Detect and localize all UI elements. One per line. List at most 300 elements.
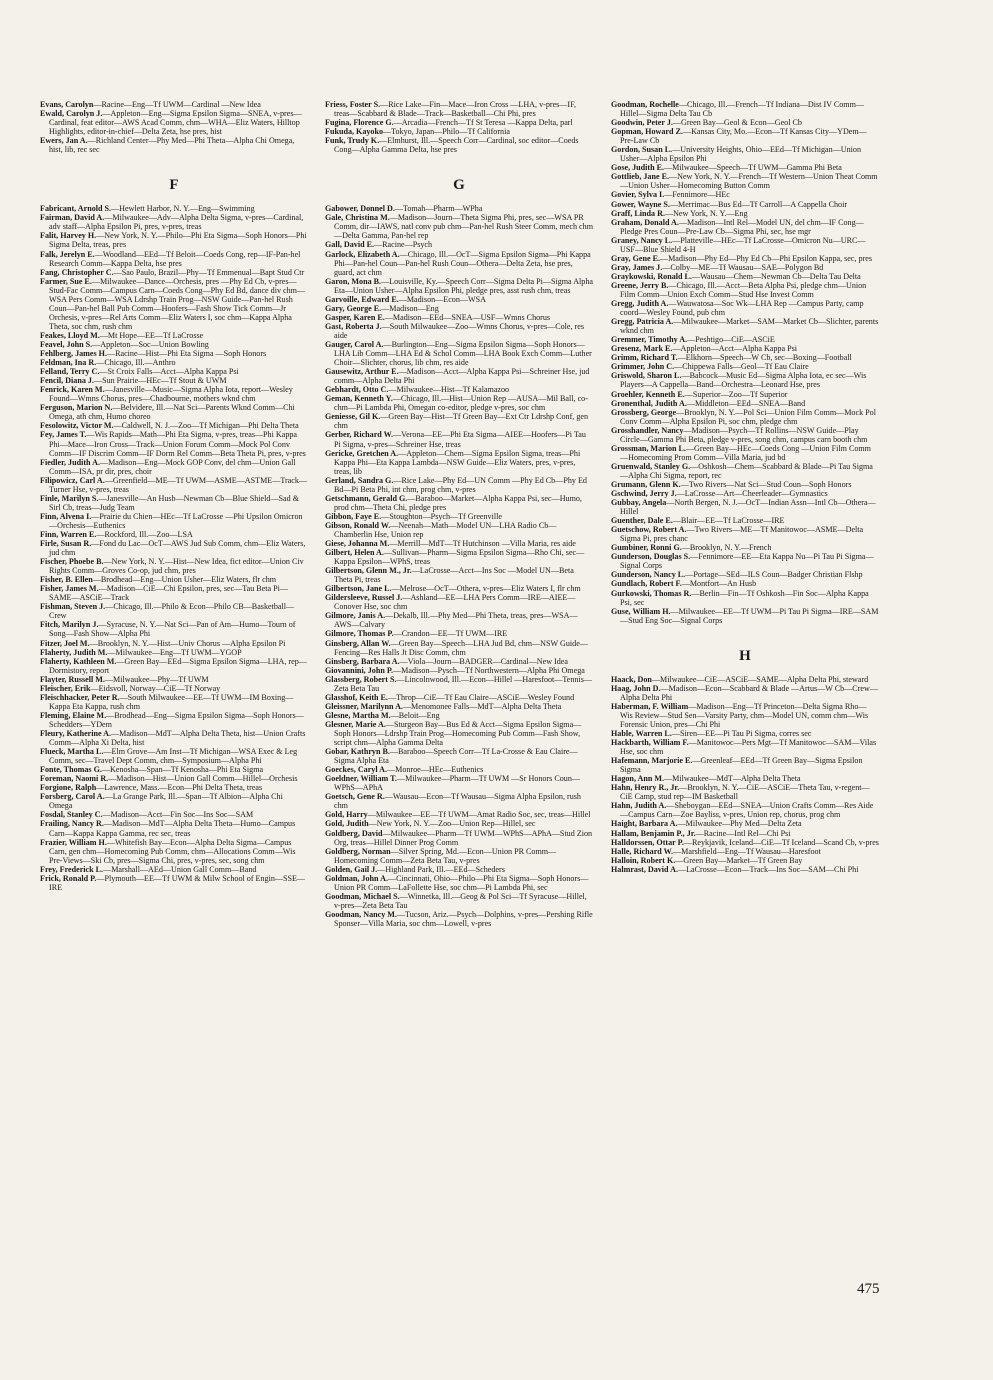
index-entry (325, 118, 593, 127)
index-entry (325, 639, 593, 657)
entry-details: —Baraboo—Speech Corr—Tf La-Crosse & Eau Claire—Sigma Alpha Eta (334, 747, 578, 766)
entry-details: —Appleton—Chem—Sigma Epsilon Sigma, treas—Phi Kappa Phi—Eta Kappa Lambda—NSW Guide—Eliz Waters, pres, v-pres, treas, lib (334, 448, 581, 476)
entry-name: Finn, Alvena I. (40, 511, 92, 521)
entry-name: Grimmer, John C. (611, 362, 675, 372)
entry-name: Gregg, Judith A. (611, 299, 669, 309)
entry-details: —Brooklyn, N. Y.—French (681, 543, 772, 553)
index-entry (325, 629, 593, 638)
entry-details: —Whitefish Bay—Econ—Alpha Delta Sigma—Campus Carn, gen chm—Homecoming Pub Comm, chm—Allocations Comm—Wis Pre-Views—Ski Cb, pres—Sigma Chi, pres, v-pres, sec, song chm (49, 837, 296, 865)
entry-details: —Woodland—EEd—Tf Beloit—Coeds Cong, rep—IF-Pan-hel Research Comm—Kappa Delta, hse pres (49, 249, 301, 268)
entry-details: —Chicago, Ill.—OcT—Sigma Epsilon Sigma—Phi Kappa Phi—Pan-hel Coun—Pan-hel Rush Coun—Othera—Delta Zeta, hse pres, guard, act chm (334, 249, 591, 277)
index-entry (611, 783, 879, 801)
entry-name: Falk, Jerelyn E. (40, 249, 95, 259)
index-entry (611, 172, 879, 190)
entry-name: Giovannini, John P. (325, 665, 394, 675)
entry-details: —Eidsvoll, Norway—CiE—Tf Norway (90, 683, 221, 693)
entry-name: Gunderson, Nancy L. (611, 570, 686, 580)
index-entry (325, 295, 593, 304)
index-entry (40, 865, 308, 874)
entry-name: Gausewitz, Arthur E. (325, 367, 399, 377)
entry-name: Fleury, Katherine A. (40, 729, 112, 738)
index-entry (611, 684, 879, 702)
entry-details: —Wausau—Econ—Tf Wausau—Sigma Alpha Epsilon, rush chm (334, 792, 581, 811)
index-entry (40, 340, 308, 349)
index-entry (40, 810, 308, 819)
index-entry (325, 449, 593, 476)
index-entry (325, 892, 593, 910)
entry-details: —Oshkosh—Chem—Scabbard & Blade—Pi Tau Sigma—Alpha Chi Sigma, report, rec (620, 461, 873, 480)
index-entry (611, 390, 879, 399)
index-entry (325, 702, 593, 711)
entry-name: Glassberg, Robert S. (325, 674, 397, 684)
entry-details: —Prairie du Chien—HEc—Tf LaCrosse —Phi Upsilon Omicron—Orchesis—Euthenics (49, 511, 303, 530)
entry-details: —Racine—Psych (374, 240, 433, 250)
index-entry (611, 498, 879, 516)
index-entry (325, 476, 593, 494)
entry-name: Gresenz, Mark E. (611, 344, 673, 354)
entry-name: Glasshof, Keith E. (325, 692, 388, 702)
entry-name: Hackbarth, William F. (611, 738, 689, 748)
entry-name: Evans, Carolyn (40, 100, 94, 109)
entry-name: Goeldner, William T. (325, 774, 397, 784)
entry-name: Gruenwald, Stanley G. (611, 461, 691, 471)
index-entry (325, 340, 593, 367)
entry-name: Getschmann, Gerald G. (325, 493, 408, 503)
index-entry (611, 829, 879, 838)
entry-details: —Milwaukee—EE—Tf UWM—Amat Radio Soc, sec, treas—Hillel (367, 810, 591, 820)
index-entry (325, 521, 593, 539)
entry-details: —Tucson, Ariz.—Psych—Dolphins, v-pres—Pershing Rifle Sponser—Villa Maria, soc chm—Lowell, v-pres (334, 909, 593, 928)
index-entry (40, 765, 308, 774)
entry-details: —Tomah—Pharm—WPha (394, 204, 483, 214)
entry-details: —Appleton—Soc—Union Bowling (92, 339, 209, 349)
entry-details: —Neenah—Math—Model UN—LHA Radio Cb—Chamberlin Hse, Union rep (334, 520, 557, 539)
entry-details: —Monroe—HEc—Euthenics (387, 765, 484, 775)
entry-details: —Louisville, Ky.—Speech Corr—Sigma Delta Pi—Sigma Alpha Eta—Union Usher—Alpha Epsilon Phi, pledge pres, asst rush chm, treas (334, 276, 593, 295)
index-entry (325, 584, 593, 593)
index-entry (40, 421, 308, 430)
index-entry (40, 774, 308, 783)
index-entry (611, 579, 879, 588)
index-entry (325, 747, 593, 765)
entry-details: —Milwaukee—Hist—Tf Kalamazoo (388, 385, 510, 395)
entry-details: —Racine—Eng—Tf UWM—Cardinal —New Idea (93, 100, 261, 109)
entry-name: Halloin, Robert K. (611, 855, 676, 865)
entry-name: Gibbon, Faye E. (325, 511, 382, 521)
entry-name: Flayter, Russell M. (40, 674, 105, 684)
entry-details: —Montfort—An Husb (681, 579, 757, 589)
entry-details: —Brodhead—Eng—Sigma Epsilon Sigma—Soph Honors—Schedders—YDem (49, 710, 304, 729)
entry-name: Gildersleeve, Russel J. (325, 593, 403, 603)
entry-details: —Throp—CiE—Tf Eau Claire—ASCiE—Wesley Found (387, 692, 575, 702)
entry-name: Grosshandler, Nancy (611, 425, 684, 435)
index-entry (40, 458, 308, 476)
entry-details: —Madison—Acct—Alpha Kappa Psi—Schreiner Hse, jud comm—Alpha Delta Phi (334, 367, 590, 386)
entry-details: —Milwaukee—Phy—Tf UWM (104, 674, 209, 684)
index-entry (325, 548, 593, 566)
entry-name: Grumann, Glenn K. (611, 479, 681, 489)
entry-name: Gobar, Kathryn B. (325, 747, 390, 757)
entry-details: —Wauwatosa—Soc Wk—LHA Rep —Campus Party, camp coord—Wesley Found, pub chm (620, 299, 864, 318)
entry-name: Fugina, Florence G. (325, 118, 394, 128)
index-entry (40, 729, 308, 747)
entry-name: Goldman, John A. (325, 873, 388, 883)
entry-details: —Merrill—MdT—Tf Hutchinson —Villa Maria, res aide (389, 539, 576, 549)
entry-details: —LaCrosse—Acct—Ins Soc —Model UN—Beta Theta Pi, treas (334, 566, 574, 585)
entry-details: —Rockford, Ill.—Zoo—LSA (96, 529, 193, 539)
entry-name: Garlock, Elizabeth A. (325, 249, 400, 259)
entry-details: —Milwaukee—Pharm—Tf UWM —Sr Honors Coun—WPhS—APhA (334, 774, 580, 793)
entry-details: —Baraboo—Market—Alpha Kappa Psi, sec—Humo, prod chm—Theta Chi, pledge pres (334, 493, 582, 512)
index-entry (611, 570, 879, 579)
entry-name: Geman, Kenneth Y. (325, 394, 393, 404)
index-entry (325, 412, 593, 430)
entry-details: —Milwaukee—MdT—Alpha Delta Theta (664, 774, 801, 784)
entry-name: Fitch, Marilyn J. (40, 620, 99, 630)
entry-name: Farmer, Sue E. (40, 276, 92, 286)
entry-details: —Chicago, Ill.—Hist—Union Rep —AUSA—Mil Ball, co-chm—Pi Lambda Phi, Omegan co-editor, pledge v-pres, soc chm (334, 394, 588, 413)
index-entry (325, 874, 593, 892)
entry-details: —Green Bay—Hist—Tf Green Bay—Ext Ctr Ldrshp Conf, gen chm (334, 412, 589, 431)
index-entry (40, 575, 308, 584)
entry-name: Haight, Barbara A. (611, 819, 678, 829)
entry-name: Finle, Marilyn S. (40, 493, 99, 503)
entry-name: Fey, James T. (40, 430, 87, 440)
entry-details: —Kenosha—Span—Tf Kenosha—Phi Eta Sigma (101, 765, 264, 775)
entry-details: —Milwaukee—Dance—Orchesis, pres —Phy Ed Cb, v-pres—Stud-Fac Comm—Campus Carn—Coeds Cong—Phy Ed Bd, dance div chm—WSA Pers Comm—WSA Ldrshp Train Prog—NSW Guide—Pan-hel Rush Coun—Pan-hel Ball Pub Comm—Hoofers—Fash Show Tick Comm—Jr Orchesis, v-pres—Rel Arts Comm—Eliz Waters I, soc chm—Kappa Alpha Theta, soc chm, rush chm (49, 276, 306, 331)
index-entry (611, 847, 879, 856)
entry-name: Guse, William H. (611, 606, 671, 616)
entry-details: —Brodhead—Eng—Union Usher—Eliz Waters, flr chm (92, 575, 277, 585)
entry-name: Foreman, Naomi R. (40, 774, 109, 784)
entry-name: Halle, Richard W. (611, 846, 674, 856)
entry-details: —Tokyo, Japan—Philo—Tf California (383, 127, 510, 137)
index-entry (611, 702, 879, 729)
entry-name: Grossberg, George (611, 407, 677, 417)
index-entry (40, 620, 308, 638)
index-entry (325, 720, 593, 747)
entry-name: Gilbertson, Jane L. (325, 584, 392, 594)
entry-name: Giese, Johanna M. (325, 539, 390, 549)
entry-name: Fisher, B. Ellen (40, 575, 93, 585)
index-entry (611, 589, 879, 607)
index-entry (325, 136, 593, 154)
entry-name: Gottlieb, Jane E. (611, 172, 670, 182)
entry-details: —Madison—Eng (381, 303, 439, 313)
entry-details: —Kansas City, Mo.—Econ—Tf Kansas City—YDem—Pre-Law Cb (620, 127, 867, 146)
entry-details: —Highland Park, Ill.—EEd—Scheders (377, 864, 505, 874)
entry-details: —New York, N. Y.—Hist—New Idea, fict editor—Union Civ Rights Comm—Groves Co-op, jud chm, pres (49, 557, 304, 576)
entry-name: Goetsch, Gene R. (325, 792, 385, 802)
entry-name: Glesne, Martha M. (325, 710, 391, 720)
entry-details: —Beloit—Eng (390, 710, 440, 720)
entry-details: —South Milwaukee—EE—Tf UWM—IM Boxing—Kappa Eta Kappa, rush chm (49, 692, 294, 711)
entry-details: —New York, N. Y.—French—Tf Western—Union Theat Comm—Union Usher—Homecoming Button Comm (620, 172, 878, 191)
entry-name: Glesner, Marie A. (325, 719, 386, 729)
entry-name: Garon, Mona B. (325, 276, 382, 286)
index-entry (611, 218, 879, 236)
index-entry (611, 489, 879, 498)
entry-details: —Madison—Phy Ed—Phy Ed Cb—Phi Epsilon Kappa, sec, pres (660, 253, 873, 263)
entry-details: —Plymouth—EE—Tf UWM & Milw School of Engin—SSE—IRE (49, 873, 306, 892)
entry-details: —LaCrosse—Art—Cheerleader—Gymnastics (676, 489, 828, 499)
entry-details: —Janesville—Music—Sigma Alpha Iota, report—Wesley Found—Wmns Chorus, pres—Chadbourne, mothers wknd chm (49, 385, 293, 404)
entry-name: Gumbiner, Ronni G. (611, 543, 682, 553)
entry-details: —Chicago, Ill.—Philo & Econ—Philo CB—Basketball—Crew (49, 602, 295, 621)
index-entry (40, 838, 308, 865)
entry-name: Guenther, Dale E. (611, 516, 673, 526)
entry-details: —Siren—EE—Pi Tau Pi Sigma, corres sec (671, 729, 812, 738)
index-entry (40, 476, 308, 494)
index-entry (611, 263, 879, 272)
index-entry (40, 792, 308, 810)
entry-details: —New York, N. Y.—Eng (664, 208, 748, 218)
page-number: 475 (857, 1281, 880, 1297)
entry-details: —Manitowoc—Pers Mgt—Tf Manitowoc—SAM—Vilas Hse, soc chm (620, 738, 877, 757)
entry-name: Frick, Ronald P. (40, 873, 97, 883)
index-entry (325, 240, 593, 249)
entry-details: —New York, N. Y.—Philo—Phi Eta Sigma—Soph Honors—Phi Sigma Delta, treas, pres (49, 231, 307, 250)
index-entry (611, 127, 879, 145)
index-entry (325, 774, 593, 792)
entry-name: Gleissner, Marilynn A. (325, 701, 403, 711)
entry-name: Flaherty, Judith M. (40, 647, 108, 657)
index-entry (325, 277, 593, 295)
index-entry (40, 204, 308, 213)
index-entry (611, 118, 879, 127)
index-entry (40, 367, 308, 376)
index-entry (611, 675, 879, 684)
entry-name: Felland, Terry C. (40, 367, 100, 377)
entry-details: —Racine—Intl Rel—Chi Psi (695, 828, 791, 838)
entry-details: —Fennimore—HEc (664, 190, 730, 200)
entry-name: Gurkowski, Thomas R. (611, 588, 692, 598)
entry-details: —Sturgeon Bay—Bus Ed & Acct—Sigma Epsilon Sigma—Soph Honors—Ldrshp Train Prog—Homecoming Pub Comm—Fash Show, script chm—Alpha Gamma Delta (334, 719, 582, 748)
entry-name: Haberman, F. William (611, 701, 689, 711)
entry-name: Hagon, Ann M. (611, 774, 665, 784)
entry-details: —Menomonee Falls—MdT—Alpha Delta Theta (402, 701, 562, 711)
entry-details: —Colby—ME—Tf Wausau—SAE—Polygon Bd (662, 262, 824, 272)
section-letter-heading: H (739, 647, 751, 664)
entry-name: Fleischhacker, Peter R. (40, 692, 120, 702)
index-entry (40, 376, 308, 385)
entry-name: Fiedler, Judith A. (40, 457, 100, 467)
entry-details: —Madison—Psych—Tf Rollins—NSW Guide—Play Circle—Gamma Phi Beta, pledge v-pres, song chm, campus carn booth chm (620, 425, 868, 444)
index-entry (40, 100, 308, 109)
entry-name: Gibson, Ronald W. (325, 520, 391, 530)
entry-details: —North Bergen, N. J.—OcT—Indian Assn—Intl Cb—Othera—Hillel (620, 498, 876, 517)
entry-name: Gold, Judith (325, 819, 369, 829)
entry-details: —Brooklyn, N. Y.—Pol Sci—Union Film Comm—Mock Pol Conv Comm—Alpha Epsilon Pi, soc chm, pledge chm (620, 407, 876, 426)
entry-details: —Sheboygan—EEd—SNEA—Union Crafts Comm—Res Aide—Campus Carn—Zoe Bayliss, v-pres, Union rep, chorus, prog chm (620, 801, 874, 820)
entry-name: Finn, Warren E. (40, 529, 97, 539)
index-entry (611, 525, 879, 543)
index-entry (40, 213, 308, 231)
entry-details: —Madison—MdT—Alpha Delta Theta—Humo—Campus Carn—Kappa Kappa Gamma, rec sec, treas (49, 819, 296, 838)
entry-name: Fesolowitz, Victor M. (40, 421, 114, 431)
entry-name: Fukuda, Kayoko (325, 127, 384, 137)
index-entry (611, 100, 879, 118)
index-entry (325, 250, 593, 277)
entry-details: —Ashland—EE—LHA Pers Comm—IRE—AIEE—Conover Hse, soc chm (334, 593, 576, 612)
entry-details: —Rice Lake—Phy Ed—UN Comm —Phy Ed Cb—Phy Ed Bd—Pi Beta Phi, int chm, prog chm, v-pres (334, 475, 587, 494)
entry-name: Fairman, David A. (40, 213, 105, 223)
entry-details: —South Milwaukee—Zoo—Wmns Chorus, v-pres—Cole, res aide (334, 321, 584, 340)
entry-details: —Caldwell, N. J.—Zoo—Tf Michigan—Phi Delta Theta (113, 421, 299, 431)
index-entry (611, 281, 879, 299)
index-entry (40, 268, 308, 277)
entry-details: —Chicago, Ill.—Acct—Beta Alpha Psi, pledge chm—Union Film Comm—Union Exch Comm—Stud Hse Invest Comm (620, 280, 867, 299)
entry-name: Frey, Frederick L. (40, 864, 104, 874)
index-entry (325, 819, 593, 828)
entry-details: —Appleton—Eng—Sigma Epsilon Sigma—SNEA, v-pres—Cardinal, feat editor—AWS Acad Comm, chm—WHA—Eliz Waters, Hilltop Highlights, editor-in-chief—Delta Zeta, hse pres, hist (49, 109, 302, 137)
entry-details: —Appleton—Acct—Alpha Kappa Psi (672, 344, 797, 354)
entry-details: —Platteville—HEc—Tf LaCrosse—Omicron Nu—URC—USF—Blue Shield 4-H (620, 235, 866, 254)
entry-name: Feakes, Lloyd M. (40, 330, 100, 340)
entry-name: Ginsberg, Allan W. (325, 638, 391, 648)
entry-details: —Green Bay—Market—Tf Green Bay (675, 855, 803, 865)
index-entry (325, 566, 593, 584)
entry-details: —Rice Lake—Fin—Mace—Iron Cross —LHA, v-pres—IF, treas—Scabbard & Blade—Track—Basketball—Chi Phi, pres (334, 100, 576, 119)
entry-details: —Sao Paulo, Brazil—Phy—Tf Emmenual—Bapt Stud Ctr (113, 267, 305, 277)
entry-details: —Janesville—An Husb—Newman Cb—Blue Shield—Sad & Sirl Cb, treas—Judg Team (49, 493, 299, 512)
index-entry (40, 783, 308, 792)
index-entry (40, 277, 308, 331)
entry-details: —Marshfield—Eng—Tf Wausau—Haresfoot (673, 846, 821, 856)
index-entry (325, 127, 593, 136)
entry-details: —Belvidere, Ill.—Nat Sci—Parents Wknd Comm—Chi Omega, ath chm, Humo choreo (49, 403, 295, 422)
entry-details: —Green Bay—HEc—Coeds Cong —Union Film Comm—Homecoming Prom Comm—Villa Maria, jud bd (620, 443, 871, 462)
entry-name: Fenrick, Karen M. (40, 385, 105, 395)
entry-name: Hahn, Judith A. (611, 801, 667, 811)
index-entry (611, 371, 879, 389)
entry-name: Geniesse, Gil K. (325, 412, 381, 422)
entry-details: —Verona—EE—Phi Eta Sigma—AIEE—Hoofers—Pi Tau Pi Sigma, v-pres—Schreiner Hse, treas (334, 430, 586, 449)
entry-details: —University Heights, Ohio—EEd—Tf Michigan—Union Usher—Alpha Epsilon Phi (620, 145, 862, 164)
index-entry (325, 910, 593, 928)
index-entry (611, 408, 879, 426)
entry-details: —Milwaukee—Eng—Tf UWM—YGOP (107, 647, 242, 657)
entry-name: Fitzer, Joel M. (40, 638, 90, 648)
index-entry (611, 480, 879, 489)
entry-name: Goodman, Rochelle (611, 100, 679, 109)
entry-details: —Mt Hope—EE—Tf LaCrosse (99, 330, 204, 340)
entry-name: Fencil, Diana J. (40, 376, 94, 386)
index-entry (611, 236, 879, 254)
entry-details: —Green Bay—Geol & Econ—Geol Cb (672, 118, 802, 128)
section-letter-heading: G (453, 177, 465, 194)
entry-name: Ferguson, Marion N. (40, 403, 113, 413)
entry-details: —Madison—Intl Rel—Model UN, del chm—IF Cong—Pledge Pres Coun—Pre-Law Cb—Sigma Phi, sec, hse mgr (620, 217, 864, 236)
entry-name: Gasper, Karen E. (325, 312, 385, 322)
index-entry (40, 874, 308, 892)
entry-details: —Melrose—OcT—Othera, v-pres—Eliz Waters I, flr chm (391, 584, 581, 594)
index-entry (325, 865, 593, 874)
entry-details: —Milwaukee—Phy Med—Delta Zeta (677, 819, 802, 829)
index-entry (40, 512, 308, 530)
entry-name: Forgione, Ralph (40, 783, 97, 793)
entry-details: —Viola—Journ—BADGER—Cardinal—New Idea (399, 656, 568, 666)
entry-name: Halldorssen, Ottar P. (611, 837, 684, 847)
entry-name: Hallam, Benjamin P., Jr. (611, 828, 696, 838)
index-entry (611, 335, 879, 344)
entry-name: Goldberg, Norman (325, 846, 391, 856)
index-entry (325, 367, 593, 385)
entry-name: Friess, Foster S. (325, 100, 381, 109)
entry-details: —Fond du Lac—OcT—AWS Jud Sub Comm, chm—Eliz Waters, jud chm (49, 539, 306, 558)
index-entry (325, 593, 593, 611)
index-entry (325, 385, 593, 394)
index-entry (325, 539, 593, 548)
index-entry (611, 209, 879, 218)
index-entry (40, 819, 308, 837)
entry-details: —Sun Prairie—HEc—Tf Stout & UWM (93, 376, 227, 386)
entry-details: —Madison—Hist—Union Gall Comm—Hillel—Orchesis (108, 774, 298, 784)
entry-details: —Sullivan—Pharm—Sigma Epsilon Sigma—Rho Chi, sec—Kappa Epsilon—WPhS, treas (334, 548, 585, 567)
index-entry (611, 163, 879, 172)
index-entry (325, 512, 593, 521)
entry-details: —Marshall—AEd—Union Gall Comm—Band (103, 864, 257, 874)
entry-name: Frailing, Nancy R. (40, 819, 104, 829)
entry-name: Grimm, Richard T. (611, 353, 678, 363)
entry-name: Goodman, Michael S. (325, 891, 400, 901)
index-entry (325, 829, 593, 847)
entry-details: —Chippewa Falls—Geol—Tf Eau Claire (674, 362, 809, 372)
entry-details: —Green Bay—Speech—LHA Jud Bd, chm—NSW Guide—Fencing—Res Halls Jt Disc Comm, chm (334, 638, 588, 657)
entry-details: —Wausau—Chem—Newman Cb—Delta Tau Delta (691, 271, 861, 281)
index-entry (40, 648, 308, 657)
index-entry (325, 693, 593, 702)
entry-details: —Madison—Eng—Tf Princeton—Delta Sigma Rho—Wis Review—Stud Sen—Varsity Party, chm—Model UN, comm chm—Wis Forensic Union, pres—Chi Phi (620, 701, 869, 729)
entry-name: Gold, Harry (325, 810, 368, 820)
index-entry (325, 430, 593, 448)
index-entry (40, 430, 308, 457)
entry-name: Fabricant, Arnold S. (40, 204, 112, 214)
index-entry (40, 403, 308, 421)
entry-details: —Blair—EE—Tf LaCrosse—IRE (672, 516, 785, 526)
entry-name: Ewald, Carolyn J. (40, 109, 103, 119)
entry-name: Haack, Don (611, 674, 652, 684)
index-entry (611, 865, 879, 874)
entry-name: Fonte, Thomas G. (40, 765, 102, 775)
entry-name: Feavel, John S. (40, 339, 93, 349)
entry-name: Gundlach, Robert F. (611, 579, 682, 589)
index-entry (611, 819, 879, 828)
entry-name: Haag, John D. (611, 683, 661, 693)
entry-name: Gabower, Donnel D. (325, 204, 395, 214)
entry-details: —Madison—MdT—Alpha Delta Theta, hist—Union Crafts Comm—Alpha Xi Delta, hist (49, 729, 306, 748)
index-entry (325, 657, 593, 666)
index-entry (40, 602, 308, 620)
entry-name: Funk, Trudy K. (325, 136, 380, 146)
index-entry (611, 552, 879, 570)
entry-name: Gericke, Gretchen A. (325, 448, 399, 458)
entry-name: Hable, Warren L. (611, 729, 672, 738)
index-entry (40, 494, 308, 512)
entry-name: Goeckes, Caryl A. (325, 765, 388, 775)
entry-name: Fang, Christopher C. (40, 267, 114, 277)
entry-name: Gunderson, Douglas S. (611, 552, 691, 562)
entry-details: —Madison—Eng—Mock GOP Conv, del chm—Union Gall Comm—ISA, pr dir, pres, choir (49, 457, 296, 476)
index-entry (40, 331, 308, 340)
index-entry (325, 313, 593, 322)
entry-details: —Chicago, Ill.—Anthro (96, 358, 176, 368)
index-entry (325, 810, 593, 819)
entry-details: —Silver Spring, Md.—Econ—Union PR Comm—Homecoming Comm—Zeta Beta Tau, v-pres (334, 846, 557, 865)
entry-name: Gilmore, Thomas P. (325, 629, 394, 639)
index-column-1 (40, 100, 308, 892)
index-entry (40, 385, 308, 403)
